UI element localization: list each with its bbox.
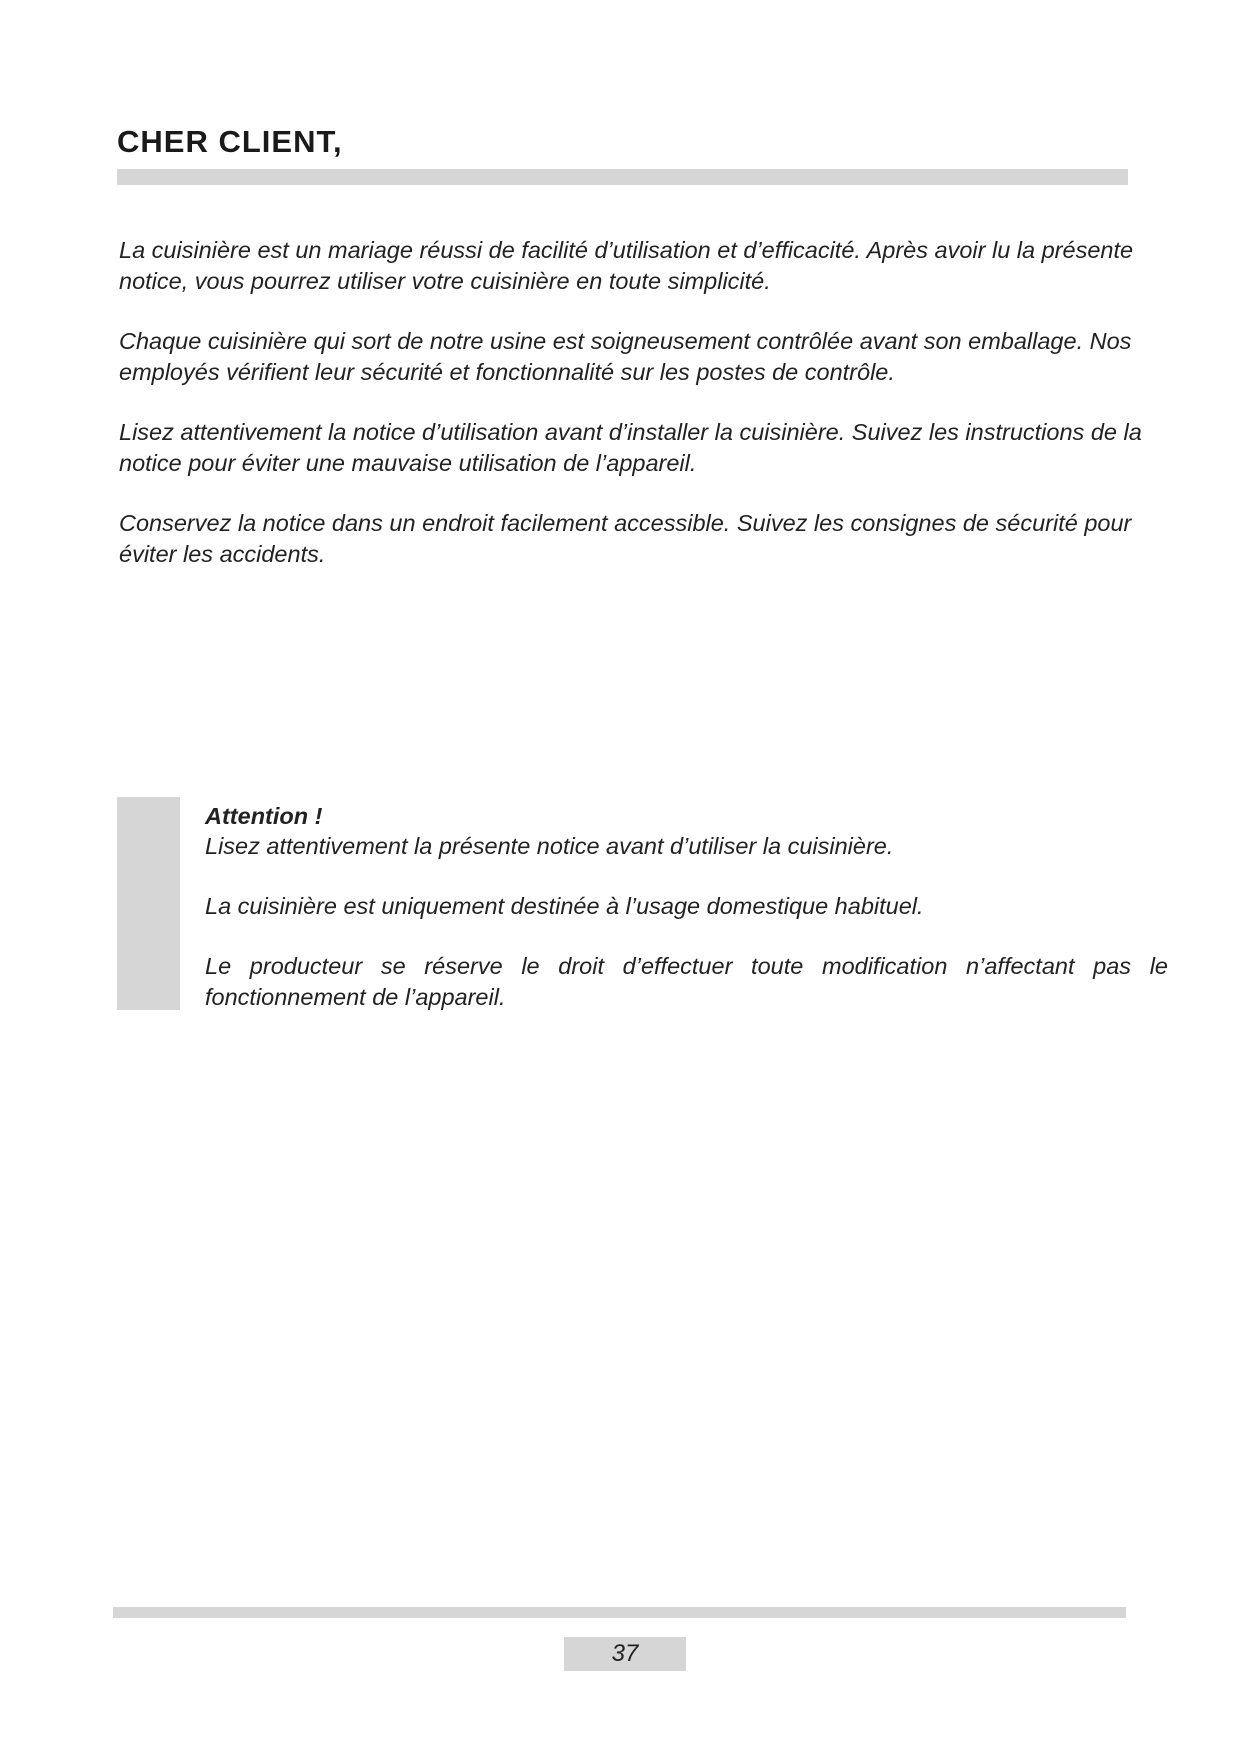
page-title: CHER CLIENT,: [117, 124, 343, 159]
notice-heading: Attention !: [205, 803, 323, 829]
notice-paragraph: Le producteur se réserve le droit d’effectuer toute modification n’affectant pas le fonctionnement de l’appareil.: [205, 953, 1168, 1010]
notice-paragraph: La cuisinière est uniquement destinée à l’usage domestique habituel.: [205, 893, 924, 919]
intro-paragraph: La cuisinière est un mariage réussi de facilité d’utilisation et d’efficacité. Après avoir lu la présente notice, vous pourrez utiliser votre cuisinière en toute simplicité.: [119, 237, 1134, 294]
intro-paragraph: Conservez la notice dans un endroit facilement accessible. Suivez les consignes de sécurité pour éviter les accidents.: [119, 510, 1132, 567]
intro-paragraph: Lisez attentivement la notice d’utilisation avant d’installer la cuisinière. Suivez les instructions de la notice pour éviter une mauvaise utilisation de l’appareil.: [119, 419, 1142, 476]
attention-notice: [205, 801, 1168, 1042]
intro-paragraph: Chaque cuisinière qui sort de notre usine est soigneusement contrôlée avant son emballage. Nos employés vérifient leur sécurité et fonctionnalité sur les postes de contrôle.: [119, 328, 1132, 385]
notice-marker-bar: [117, 797, 180, 1010]
page-number: 37: [564, 1637, 686, 1671]
notice-paragraph: Lisez attentivement la présente notice avant d’utiliser la cuisinière.: [205, 833, 894, 859]
intro-section: [119, 235, 1149, 599]
title-divider: [117, 169, 1128, 185]
footer-divider: [113, 1607, 1126, 1618]
